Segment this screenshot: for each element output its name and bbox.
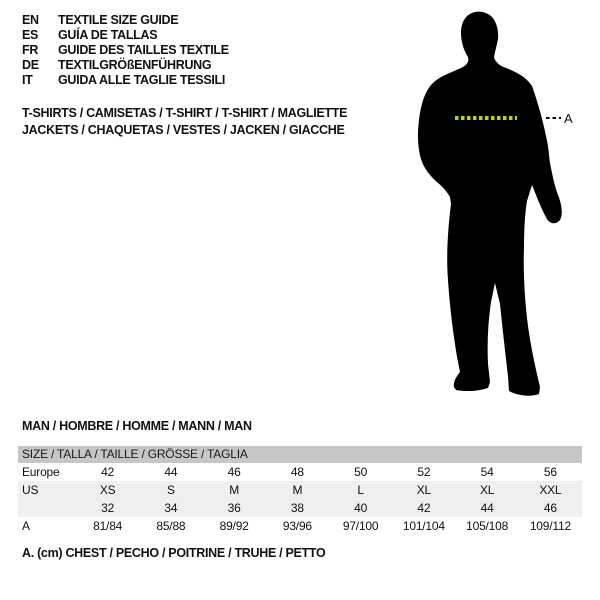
size-cell: 85/88 — [156, 519, 186, 533]
size-cell: 93/96 — [282, 519, 312, 533]
size-cell: 105/108 — [466, 519, 509, 533]
table-row-us — [18, 481, 582, 499]
man-silhouette-svg — [405, 6, 575, 398]
size-cell: 46 — [227, 465, 241, 479]
size-cell: XS — [99, 483, 116, 497]
language-code: EN — [22, 13, 39, 27]
category-tshirts: T-SHIRTS / CAMISETAS / T-SHIRT / T-SHIRT / MAGLIETTE — [22, 106, 348, 120]
row-label: US — [22, 483, 39, 497]
language-row — [22, 73, 229, 88]
language-label: GUÍA DE TALLAS — [58, 28, 158, 42]
size-cell: M — [229, 483, 240, 497]
size-cell: 56 — [543, 465, 557, 479]
language-code: FR — [22, 43, 39, 57]
row-label: Europe — [22, 465, 60, 479]
language-code: IT — [22, 73, 33, 87]
size-cell: 54 — [480, 465, 494, 479]
measurement-footnote: A. (cm) CHEST / PECHO / POITRINE / TRUHE / PETTO — [22, 546, 326, 560]
measure-label-a: A — [564, 111, 573, 126]
size-cell: 97/100 — [342, 519, 379, 533]
language-code: DE — [22, 58, 39, 72]
language-label: GUIDE DES TAILLES TEXTILE — [58, 43, 229, 57]
language-row — [22, 13, 229, 28]
size-cell: 34 — [164, 501, 178, 515]
section-title: MAN / HOMBRE / HOMME / MANN / MAN — [22, 419, 252, 433]
language-row — [22, 28, 229, 43]
size-cell: 36 — [227, 501, 241, 515]
language-row — [22, 43, 229, 58]
language-list — [22, 13, 229, 88]
size-cell: 48 — [290, 465, 304, 479]
size-cell: 44 — [480, 501, 494, 515]
silhouette-shape — [418, 12, 562, 396]
table-row-a-chest — [18, 517, 582, 535]
language-label: TEXTILGRÖßENFÜHRUNG — [58, 58, 212, 72]
language-label: TEXTILE SIZE GUIDE — [58, 13, 179, 27]
size-table — [18, 446, 582, 535]
size-cell: 109/112 — [529, 519, 571, 533]
language-code: ES — [22, 28, 39, 42]
language-label: GUIDA ALLE TAGLIE TESSILI — [58, 73, 226, 87]
size-cell: 89/92 — [219, 519, 249, 533]
size-cell: XXL — [539, 483, 562, 497]
size-cell: 46 — [543, 501, 557, 515]
size-cell: 44 — [164, 465, 178, 479]
category-jackets: JACKETS / CHAQUETAS / VESTES / JACKEN / GIACCHE — [22, 123, 345, 137]
size-cell: 32 — [101, 501, 115, 515]
size-table-header: SIZE / TALLA / TAILLE / GRÖSSE / TAGLIA — [18, 446, 582, 463]
size-cell: M — [292, 483, 303, 497]
size-cell: XL — [479, 483, 495, 497]
size-cell: 50 — [354, 465, 368, 479]
language-row — [22, 58, 229, 73]
size-cell: 81/84 — [93, 519, 123, 533]
size-cell: 40 — [354, 501, 368, 515]
man-silhouette-figure — [405, 6, 575, 398]
size-cell: L — [357, 483, 364, 497]
size-cell: S — [166, 483, 175, 497]
size-cell: 42 — [101, 465, 115, 479]
size-cell: 38 — [290, 501, 304, 515]
size-cell: 42 — [417, 501, 431, 515]
row-label: A — [22, 519, 30, 533]
size-cell: 101/104 — [402, 519, 445, 533]
table-row-europe — [18, 463, 582, 481]
size-cell: 52 — [417, 465, 431, 479]
category-list — [22, 105, 347, 139]
size-cell: XL — [416, 483, 432, 497]
table-row-us-numeric — [18, 499, 582, 517]
